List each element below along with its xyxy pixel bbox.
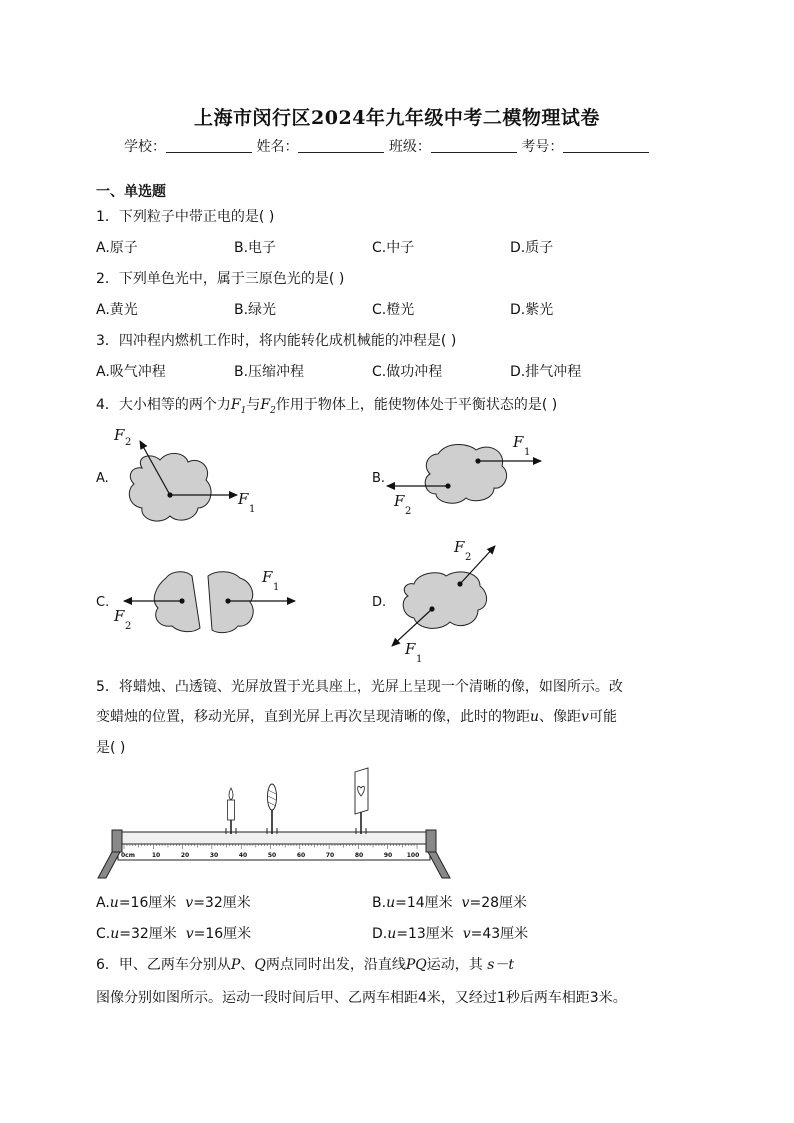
optical-bench-diagram xyxy=(0,765,794,885)
svg-text:2: 2 xyxy=(405,506,412,517)
name-blank[interactable] xyxy=(298,138,384,153)
student-info-row xyxy=(124,136,649,156)
diagram-b-label: B. xyxy=(372,471,386,486)
object-c-left-half xyxy=(154,572,200,632)
right-end-bracket xyxy=(426,830,436,852)
diagram-c-label: C. xyxy=(96,595,110,610)
school-blank[interactable] xyxy=(166,138,252,153)
svg-text:F: F xyxy=(262,568,273,586)
lens-body xyxy=(268,784,277,810)
svg-text:F: F xyxy=(238,490,249,508)
tick-label: 10 xyxy=(151,852,161,859)
question-1-stem: 1．下列粒子中带正电的是( ) xyxy=(96,209,275,225)
candle-flame xyxy=(229,788,233,800)
q1-option-c[interactable]: C.中子 xyxy=(372,240,415,256)
tick-label: 30 xyxy=(209,852,219,859)
svg-text:F: F xyxy=(454,538,465,556)
school-label: 学校： xyxy=(124,139,166,155)
object-b-blob xyxy=(425,445,506,504)
object-c-right-half xyxy=(208,572,253,633)
question-6-line-2: 图像分别如图所示。运动一段时间后甲、乙两车相距4米，又经过1秒后两车相距3米。 xyxy=(96,990,627,1006)
number-blank[interactable] xyxy=(563,138,649,153)
svg-text:F: F xyxy=(114,426,125,444)
svg-text:2: 2 xyxy=(125,621,132,632)
q5-option-b[interactable]: B.u=14厘米 v=28厘米 xyxy=(372,895,528,911)
left-end-bracket xyxy=(112,830,122,852)
svg-text:F: F xyxy=(513,433,524,451)
class-label: 班级： xyxy=(388,139,431,155)
q2-option-a[interactable]: A.黄光 xyxy=(96,302,138,318)
svg-text:1: 1 xyxy=(416,654,423,665)
q3-option-d[interactable]: D.排气冲程 xyxy=(510,364,582,380)
q3-option-c[interactable]: C.做功冲程 xyxy=(372,364,443,380)
svg-text:1: 1 xyxy=(524,447,531,458)
q2-option-c[interactable]: C.橙光 xyxy=(372,302,415,318)
convex-lens[interactable] xyxy=(267,784,277,834)
section-heading: 一、单选题 xyxy=(96,184,166,200)
class-blank[interactable] xyxy=(431,138,517,153)
q1-option-b[interactable]: B.电子 xyxy=(234,240,277,256)
diagram-d-label: D. xyxy=(372,595,387,610)
left-leg xyxy=(98,852,120,878)
q5-option-c[interactable]: C.u=32厘米 v=16厘米 xyxy=(96,926,252,942)
svg-text:F: F xyxy=(114,607,125,625)
q1-option-d[interactable]: D.质子 xyxy=(510,240,554,256)
diagram-b[interactable] xyxy=(372,433,541,517)
tick-label: 20 xyxy=(180,852,190,859)
question-5-line-3: 是( ) xyxy=(96,740,126,756)
candle[interactable] xyxy=(226,788,236,834)
question-6-line-1: 6．甲、乙两车分别从P、Q两点同时出发，沿直线PQ运动，其 s－t xyxy=(96,957,514,973)
q5-option-d[interactable]: D.u=13厘米 v=43厘米 xyxy=(372,926,529,942)
candle-body xyxy=(228,800,235,820)
svg-text:F: F xyxy=(394,492,405,510)
svg-text:1: 1 xyxy=(249,504,256,515)
diagram-a[interactable] xyxy=(96,426,255,521)
tick-label: 100 xyxy=(406,852,420,859)
tick-label: 50 xyxy=(267,852,277,859)
q3-option-b[interactable]: B.压缩冲程 xyxy=(234,364,305,380)
question-5-line-2: 变蜡烛的位置，移动光屏，直到光屏上再次呈现清晰的像，此时的物距u、像距v可能 xyxy=(96,709,617,725)
diagram-d[interactable] xyxy=(372,538,495,665)
question-5-line-1: 5．将蜡烛、凸透镜、光屏放置于光具座上，光屏上呈现一个清晰的像，如图所示。改 xyxy=(96,679,623,695)
q4-force-diagrams xyxy=(0,415,794,685)
number-label: 考号： xyxy=(521,139,564,155)
tick-label: 70 xyxy=(325,852,335,859)
right-leg xyxy=(428,852,450,878)
q1-option-a[interactable]: A.原子 xyxy=(96,240,138,256)
object-a-blob xyxy=(129,453,211,521)
rail-top xyxy=(116,832,432,844)
q3-option-a[interactable]: A.吸气冲程 xyxy=(96,364,166,380)
page-title: 上海市闵行区2024年九年级中考二模物理试卷 xyxy=(194,107,600,129)
tick-label: 60 xyxy=(296,852,306,859)
diagram-a-label: A. xyxy=(96,471,109,486)
q5-option-a[interactable]: A.u=16厘米 v=32厘米 xyxy=(96,895,251,911)
question-4-stem: 4．大小相等的两个力$F_1$与$F_2$作用于物体上，能使物体处于平衡状态的是( ) xyxy=(96,397,558,416)
q2-option-d[interactable]: D.紫光 xyxy=(510,302,554,318)
q2-option-b[interactable]: B.绿光 xyxy=(234,302,277,318)
object-d-blob xyxy=(403,572,486,628)
question-2-stem: 2．下列单色光中，属于三原色光的是( ) xyxy=(96,271,345,287)
ruler-unit-label: 0cm xyxy=(121,852,135,859)
name-label: 姓名： xyxy=(256,139,299,155)
tick-label: 80 xyxy=(354,852,364,859)
svg-text:1: 1 xyxy=(273,582,280,593)
question-3-stem: 3．四冲程内燃机工作时，将内能转化成机械能的冲程是( ) xyxy=(96,333,457,349)
screen-panel xyxy=(355,768,368,814)
svg-text:2: 2 xyxy=(125,437,132,448)
tick-label: 90 xyxy=(383,852,393,859)
diagram-c[interactable] xyxy=(96,568,295,633)
light-screen[interactable] xyxy=(355,768,368,834)
svg-text:2: 2 xyxy=(465,552,472,563)
svg-text:F: F xyxy=(405,640,416,658)
tick-label: 40 xyxy=(238,852,248,859)
